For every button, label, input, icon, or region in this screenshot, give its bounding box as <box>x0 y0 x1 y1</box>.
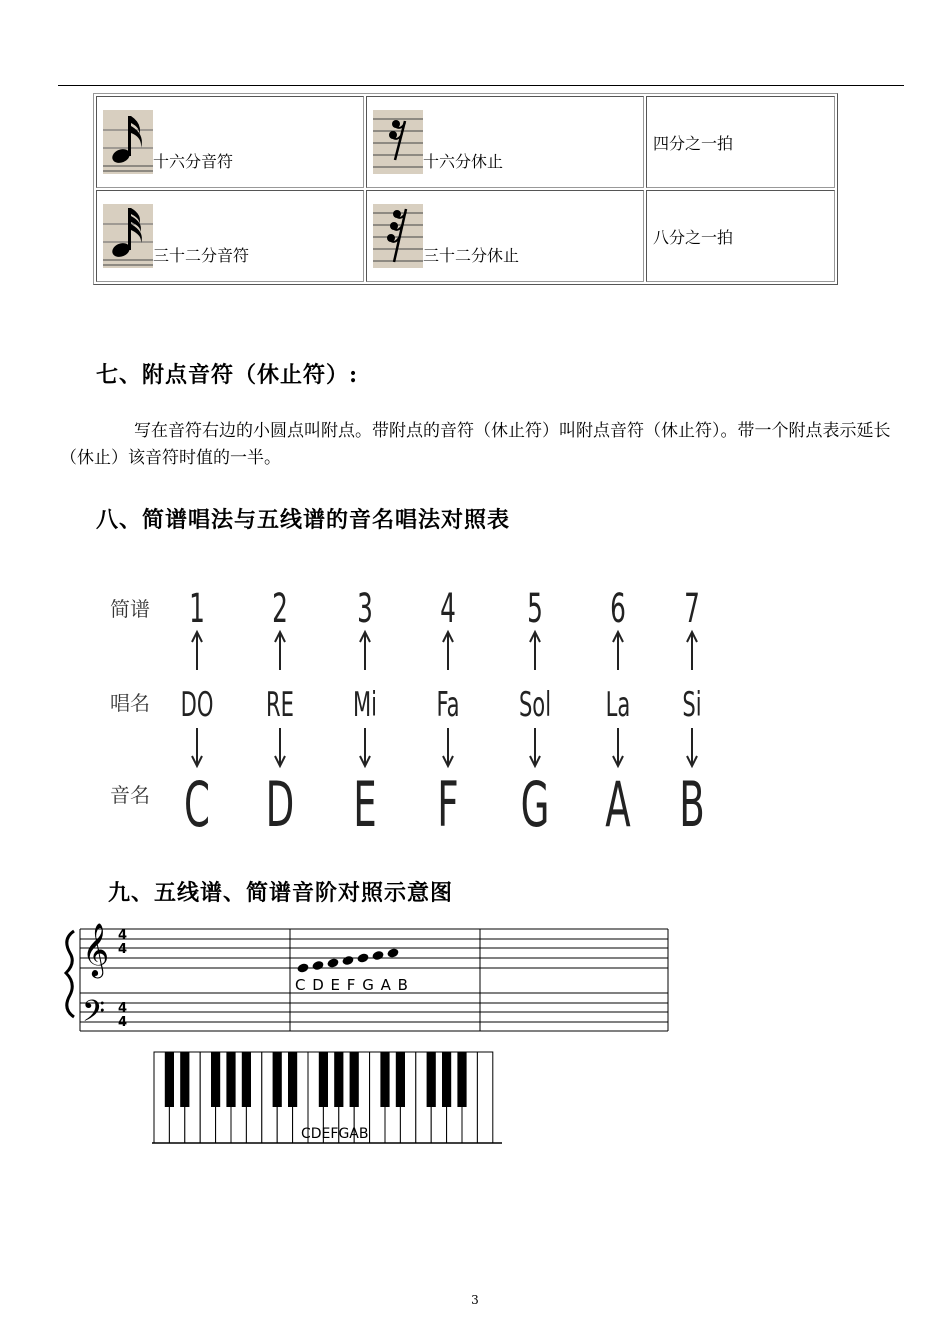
table-row <box>96 96 835 188</box>
up-arrow-icon <box>443 632 453 670</box>
down-arrow-icon <box>360 728 370 766</box>
black-key <box>165 1052 174 1107</box>
beat-cell <box>646 96 835 188</box>
row-label-solfege: 唱名 <box>110 691 150 715</box>
down-arrow-icon <box>613 728 623 766</box>
solfege-name: Si <box>682 684 702 725</box>
jianpu-number: 2 <box>272 584 288 632</box>
scale-note <box>296 962 309 973</box>
scale-note <box>326 957 339 968</box>
letter-name: E <box>353 770 377 840</box>
down-arrow-icon <box>192 728 202 766</box>
black-key <box>396 1052 405 1107</box>
thirty-second-rest-icon <box>373 204 423 268</box>
letter-name: F <box>437 770 459 840</box>
up-arrow-icon <box>530 632 540 670</box>
up-arrow-icon <box>275 632 285 670</box>
black-key <box>427 1052 436 1107</box>
page-number: 3 <box>471 1293 479 1307</box>
black-key <box>211 1052 220 1107</box>
jianpu-number: 5 <box>527 584 543 632</box>
keyboard-scale-caption: CDEFGAB <box>301 1126 369 1142</box>
beat-value: 四分之一拍 <box>653 133 734 153</box>
staff-scale-caption: C D E F G A B <box>295 976 409 994</box>
beat-value: 八分之一拍 <box>653 227 734 247</box>
black-key <box>273 1052 282 1107</box>
jianpu-number: 6 <box>610 584 626 632</box>
jianpu-number: 3 <box>357 584 373 632</box>
jianpu-number: 4 <box>440 584 456 632</box>
section9-heading: 九、五线谱、简谱音阶对照示意图 <box>108 880 454 906</box>
note-cell <box>96 190 364 282</box>
solfege-name: La <box>605 684 631 725</box>
section7-paragraph: 写在音符右边的小圆点叫附点。带附点的音符（休止符）叫附点音符（休止符）。带一个附点表示延长（休止）该音符时值的一半。 <box>60 421 891 468</box>
time-sig-bottom-numerator: 4 <box>118 1001 128 1016</box>
row-label-letter: 音名 <box>110 783 150 807</box>
table-row <box>96 190 835 282</box>
black-key <box>226 1052 235 1107</box>
grand-staff <box>60 915 680 1040</box>
time-sig-top-numerator: 4 <box>118 928 128 943</box>
letter-name: D <box>265 770 295 840</box>
beat-cell <box>646 190 835 282</box>
black-key <box>457 1052 466 1107</box>
piano-keyboard <box>150 1048 506 1148</box>
letter-name: B <box>679 770 705 840</box>
letter-name: C <box>184 770 210 840</box>
down-arrow-icon <box>443 728 453 766</box>
solfege-name: RE <box>266 684 294 725</box>
black-key <box>242 1052 251 1107</box>
black-key <box>180 1052 189 1107</box>
down-arrow-icon <box>275 728 285 766</box>
letter-name: G <box>520 770 550 840</box>
brace-icon <box>66 931 74 1017</box>
letter-name: A <box>605 770 631 840</box>
time-sig-top-denominator: 4 <box>118 942 128 957</box>
bass-clef-icon: 𝄢 <box>82 995 106 1036</box>
sixteenth-note-label: 十六分音符 <box>153 152 234 171</box>
thirty-second-note-label: 三十二分音符 <box>153 246 250 265</box>
black-key <box>380 1052 389 1107</box>
white-key <box>477 1052 492 1143</box>
scale-note <box>341 955 354 966</box>
thirty-second-rest-label: 三十二分休止 <box>423 246 520 265</box>
note-cell <box>96 96 364 188</box>
scale-note <box>356 952 369 963</box>
up-arrow-icon <box>192 632 202 670</box>
section8-heading: 八、简谱唱法与五线谱的音名唱法对照表 <box>96 507 511 533</box>
header-rule <box>58 85 904 86</box>
jianpu-number: 7 <box>684 584 700 632</box>
solfege-comparison-chart <box>100 580 740 840</box>
black-key <box>350 1052 359 1107</box>
scale-note <box>371 950 384 961</box>
down-arrow-icon <box>687 728 697 766</box>
black-key <box>334 1052 343 1107</box>
note-duration-table <box>93 93 838 285</box>
up-arrow-icon <box>687 632 697 670</box>
solfege-name: Mi <box>352 684 378 725</box>
thirty-second-note-icon <box>103 204 153 268</box>
solfege-name: DO <box>180 684 214 725</box>
rest-cell <box>366 190 644 282</box>
up-arrow-icon <box>613 632 623 670</box>
scale-note <box>311 960 324 971</box>
section7-heading: 七、附点音符（休止符）: <box>96 362 359 388</box>
rest-cell <box>366 96 644 188</box>
row-label-jianpu: 简谱 <box>110 597 150 621</box>
sixteenth-rest-label: 十六分休止 <box>423 152 504 171</box>
scale-note <box>386 947 399 958</box>
solfege-name: Fa <box>436 684 460 725</box>
treble-clef-icon: 𝄞 <box>82 922 110 976</box>
black-key <box>319 1052 328 1107</box>
black-key <box>442 1052 451 1107</box>
sixteenth-rest-icon <box>373 110 423 174</box>
time-sig-bottom-denominator: 4 <box>118 1015 128 1030</box>
jianpu-number: 1 <box>189 584 205 632</box>
black-key <box>288 1052 297 1107</box>
solfege-name: Sol <box>518 684 552 725</box>
down-arrow-icon <box>530 728 540 766</box>
sixteenth-note-icon <box>103 110 153 174</box>
up-arrow-icon <box>360 632 370 670</box>
